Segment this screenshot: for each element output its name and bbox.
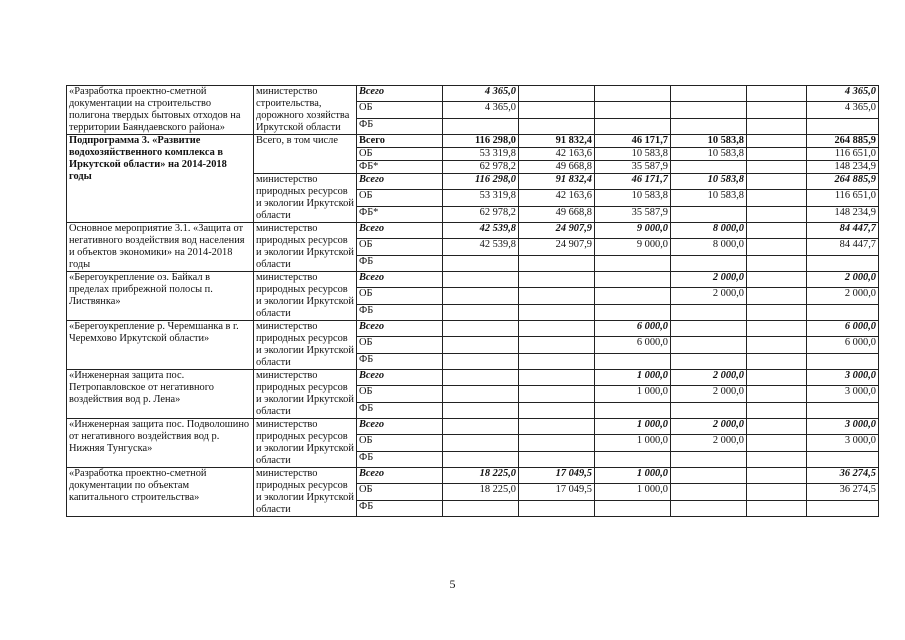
- funding-source-cell: ОБ: [357, 337, 443, 353]
- amount-cell: 53 319,8: [443, 190, 519, 206]
- amount-cell: 62 978,2: [443, 161, 519, 174]
- amount-cell: 24 907,9: [519, 223, 595, 239]
- amount-cell: 18 225,0: [443, 468, 519, 484]
- amount-cell: [747, 206, 807, 222]
- amount-cell: 264 885,9: [807, 135, 879, 148]
- amount-cell: 42 163,6: [519, 190, 595, 206]
- amount-cell: [443, 321, 519, 337]
- amount-cell: [807, 402, 879, 418]
- amount-cell: 9 000,0: [595, 239, 671, 255]
- amount-cell: 53 319,8: [443, 148, 519, 161]
- amount-cell: [747, 304, 807, 320]
- amount-cell: [747, 402, 807, 418]
- amount-cell: [747, 239, 807, 255]
- amount-cell: 9 000,0: [595, 223, 671, 239]
- amount-cell: 8 000,0: [671, 239, 747, 255]
- table-row: [67, 468, 879, 484]
- amount-cell: [747, 500, 807, 516]
- amount-cell: [747, 288, 807, 304]
- amount-cell: [807, 500, 879, 516]
- amount-cell: [807, 451, 879, 467]
- amount-cell: [595, 86, 671, 102]
- funding-source-cell: ФБ*: [357, 206, 443, 222]
- amount-cell: [747, 118, 807, 134]
- amount-cell: [595, 102, 671, 118]
- amount-cell: 49 668,8: [519, 161, 595, 174]
- amount-cell: [747, 321, 807, 337]
- amount-cell: 62 978,2: [443, 206, 519, 222]
- amount-cell: 148 234,9: [807, 161, 879, 174]
- amount-cell: [671, 321, 747, 337]
- amount-cell: 84 447,7: [807, 239, 879, 255]
- amount-cell: [443, 337, 519, 353]
- amount-cell: 2 000,0: [671, 272, 747, 288]
- amount-cell: [595, 288, 671, 304]
- amount-cell: [671, 304, 747, 320]
- amount-cell: 36 274,5: [807, 484, 879, 500]
- amount-cell: 116 651,0: [807, 190, 879, 206]
- amount-cell: 116 651,0: [807, 148, 879, 161]
- executor-cell: министерство природных ресурсов и экологии Иркутской области: [254, 419, 357, 468]
- table-row: [67, 370, 879, 386]
- amount-cell: 91 832,4: [519, 135, 595, 148]
- amount-cell: [595, 451, 671, 467]
- amount-cell: [519, 86, 595, 102]
- funding-source-cell: ОБ: [357, 288, 443, 304]
- activity-description-cell: «Инженерная защита пос. Подволошино от негативного воздействия вод р. Нижняя Тунгуска»: [67, 419, 254, 468]
- amount-cell: 3 000,0: [807, 419, 879, 435]
- amount-cell: 6 000,0: [595, 321, 671, 337]
- amount-cell: [807, 304, 879, 320]
- amount-cell: 10 583,8: [595, 148, 671, 161]
- page-number: 5: [449, 577, 456, 591]
- executor-cell: министерство природных ресурсов и экологии Иркутской области: [254, 272, 357, 321]
- budget-table-body: [67, 86, 879, 517]
- amount-cell: [807, 118, 879, 134]
- budget-table: [66, 85, 879, 517]
- amount-cell: [519, 321, 595, 337]
- amount-cell: [747, 255, 807, 271]
- funding-source-cell: ФБ: [357, 304, 443, 320]
- funding-source-cell: ОБ: [357, 484, 443, 500]
- amount-cell: [519, 435, 595, 451]
- amount-cell: [747, 102, 807, 118]
- amount-cell: 148 234,9: [807, 206, 879, 222]
- amount-cell: [747, 468, 807, 484]
- amount-cell: [671, 102, 747, 118]
- funding-source-cell: ФБ: [357, 118, 443, 134]
- amount-cell: [671, 118, 747, 134]
- amount-cell: [671, 468, 747, 484]
- table-row: [67, 419, 879, 435]
- amount-cell: [671, 337, 747, 353]
- amount-cell: 2 000,0: [671, 288, 747, 304]
- funding-source-cell: ФБ: [357, 402, 443, 418]
- amount-cell: [595, 118, 671, 134]
- amount-cell: [443, 353, 519, 369]
- amount-cell: [671, 484, 747, 500]
- amount-cell: [595, 304, 671, 320]
- executor-cell: министерство строительства, дорожного хозяйства Иркутской области: [254, 86, 357, 135]
- funding-source-cell: Всего: [357, 321, 443, 337]
- amount-cell: [747, 484, 807, 500]
- funding-source-cell: ФБ: [357, 353, 443, 369]
- amount-cell: 1 000,0: [595, 484, 671, 500]
- funding-source-cell: Всего: [357, 468, 443, 484]
- amount-cell: 6 000,0: [595, 337, 671, 353]
- amount-cell: [443, 304, 519, 320]
- amount-cell: [443, 255, 519, 271]
- amount-cell: [443, 451, 519, 467]
- amount-cell: 1 000,0: [595, 370, 671, 386]
- amount-cell: [595, 402, 671, 418]
- amount-cell: 2 000,0: [671, 386, 747, 402]
- amount-cell: 2 000,0: [671, 435, 747, 451]
- executor-cell: министерство природных ресурсов и экологии Иркутской области: [254, 321, 357, 370]
- funding-source-cell: ОБ: [357, 239, 443, 255]
- activity-description-cell: «Берегоукрепление оз. Байкал в пределах прибрежной полосы п. Листвянка»: [67, 272, 254, 321]
- amount-cell: [519, 386, 595, 402]
- executor-cell: Всего, в том числе: [254, 135, 357, 174]
- funding-source-cell: ОБ: [357, 190, 443, 206]
- amount-cell: [807, 255, 879, 271]
- amount-cell: [747, 174, 807, 190]
- amount-cell: [747, 148, 807, 161]
- amount-cell: [671, 86, 747, 102]
- amount-cell: [519, 288, 595, 304]
- amount-cell: [443, 419, 519, 435]
- funding-source-cell: ОБ: [357, 102, 443, 118]
- amount-cell: [519, 102, 595, 118]
- amount-cell: [519, 255, 595, 271]
- activity-description-cell: Подпрограмма 3. «Развитие водохозяйственного комплекса в Иркутской области» на 2014-2018 годы: [67, 135, 254, 223]
- amount-cell: [747, 419, 807, 435]
- amount-cell: 24 907,9: [519, 239, 595, 255]
- amount-cell: 42 539,8: [443, 239, 519, 255]
- amount-cell: 2 000,0: [671, 370, 747, 386]
- amount-cell: [747, 86, 807, 102]
- amount-cell: 1 000,0: [595, 435, 671, 451]
- amount-cell: 42 539,8: [443, 223, 519, 239]
- amount-cell: 4 365,0: [443, 102, 519, 118]
- executor-cell: министерство природных ресурсов и экологии Иркутской области: [254, 174, 357, 223]
- amount-cell: 264 885,9: [807, 174, 879, 190]
- amount-cell: 2 000,0: [807, 272, 879, 288]
- amount-cell: [747, 272, 807, 288]
- amount-cell: [671, 255, 747, 271]
- activity-description-cell: Основное мероприятие 3.1. «Защита от негативного воздействия вод населения и объектов экономики» на 2014-2018 годы: [67, 223, 254, 272]
- amount-cell: [519, 272, 595, 288]
- amount-cell: [747, 435, 807, 451]
- amount-cell: 18 225,0: [443, 484, 519, 500]
- executor-cell: министерство природных ресурсов и экологии Иркутской области: [254, 370, 357, 419]
- amount-cell: 1 000,0: [595, 419, 671, 435]
- amount-cell: 84 447,7: [807, 223, 879, 239]
- amount-cell: 17 049,5: [519, 484, 595, 500]
- amount-cell: 3 000,0: [807, 386, 879, 402]
- funding-source-cell: ОБ: [357, 386, 443, 402]
- amount-cell: [747, 451, 807, 467]
- amount-cell: [519, 419, 595, 435]
- amount-cell: [671, 206, 747, 222]
- amount-cell: 6 000,0: [807, 337, 879, 353]
- amount-cell: [747, 135, 807, 148]
- amount-cell: [443, 118, 519, 134]
- amount-cell: 49 668,8: [519, 206, 595, 222]
- funding-source-cell: ОБ: [357, 435, 443, 451]
- table-row: [67, 272, 879, 288]
- funding-source-cell: ФБ: [357, 451, 443, 467]
- amount-cell: 4 365,0: [443, 86, 519, 102]
- amount-cell: 4 365,0: [807, 86, 879, 102]
- activity-description-cell: «Инженерная защита пос. Петропавловское от негативного воздействия вод р. Лена»: [67, 370, 254, 419]
- amount-cell: 8 000,0: [671, 223, 747, 239]
- amount-cell: [595, 255, 671, 271]
- amount-cell: 35 587,9: [595, 161, 671, 174]
- funding-source-cell: Всего: [357, 272, 443, 288]
- amount-cell: [443, 370, 519, 386]
- amount-cell: [747, 370, 807, 386]
- amount-cell: [807, 353, 879, 369]
- amount-cell: [519, 353, 595, 369]
- amount-cell: [519, 500, 595, 516]
- amount-cell: [519, 451, 595, 467]
- funding-source-cell: Всего: [357, 223, 443, 239]
- amount-cell: [443, 435, 519, 451]
- activity-description-cell: «Разработка проектно-сметной документации по объектам капитального строительства»: [67, 468, 254, 517]
- amount-cell: 116 298,0: [443, 135, 519, 148]
- amount-cell: [519, 337, 595, 353]
- amount-cell: 36 274,5: [807, 468, 879, 484]
- amount-cell: 10 583,8: [671, 190, 747, 206]
- amount-cell: 2 000,0: [671, 419, 747, 435]
- funding-source-cell: Всего: [357, 86, 443, 102]
- funding-source-cell: ФБ: [357, 255, 443, 271]
- amount-cell: 3 000,0: [807, 435, 879, 451]
- funding-source-cell: Всего: [357, 419, 443, 435]
- amount-cell: [443, 386, 519, 402]
- amount-cell: 1 000,0: [595, 386, 671, 402]
- funding-source-cell: ФБ: [357, 500, 443, 516]
- funding-source-cell: ФБ*: [357, 161, 443, 174]
- funding-source-cell: ОБ: [357, 148, 443, 161]
- activity-description-cell: «Разработка проектно-сметной документации на строительство полигона твердых бытовых отходов на территории Баяндаевского района»: [67, 86, 254, 135]
- amount-cell: [671, 353, 747, 369]
- amount-cell: 1 000,0: [595, 468, 671, 484]
- amount-cell: [671, 161, 747, 174]
- amount-cell: [443, 272, 519, 288]
- amount-cell: 42 163,6: [519, 148, 595, 161]
- table-row: [67, 223, 879, 239]
- amount-cell: [747, 386, 807, 402]
- amount-cell: [747, 353, 807, 369]
- amount-cell: [671, 500, 747, 516]
- amount-cell: [747, 223, 807, 239]
- funding-source-cell: Всего: [357, 135, 443, 148]
- amount-cell: 46 171,7: [595, 174, 671, 190]
- amount-cell: 10 583,8: [671, 148, 747, 161]
- amount-cell: [443, 288, 519, 304]
- amount-cell: 4 365,0: [807, 102, 879, 118]
- executor-cell: министерство природных ресурсов и экологии Иркутской области: [254, 468, 357, 517]
- executor-cell: министерство природных ресурсов и экологии Иркутской области: [254, 223, 357, 272]
- amount-cell: [443, 500, 519, 516]
- amount-cell: 6 000,0: [807, 321, 879, 337]
- amount-cell: 91 832,4: [519, 174, 595, 190]
- amount-cell: [443, 402, 519, 418]
- amount-cell: [519, 118, 595, 134]
- amount-cell: 46 171,7: [595, 135, 671, 148]
- amount-cell: [519, 370, 595, 386]
- amount-cell: [595, 500, 671, 516]
- amount-cell: 2 000,0: [807, 288, 879, 304]
- activity-description-cell: «Берегоукрепление р. Черемшанка в г. Черемхово Иркутской области»: [67, 321, 254, 370]
- amount-cell: [519, 304, 595, 320]
- amount-cell: 3 000,0: [807, 370, 879, 386]
- amount-cell: 35 587,9: [595, 206, 671, 222]
- amount-cell: [747, 337, 807, 353]
- amount-cell: 10 583,8: [671, 135, 747, 148]
- table-row: [67, 321, 879, 337]
- amount-cell: 17 049,5: [519, 468, 595, 484]
- table-row: [67, 135, 879, 148]
- amount-cell: [671, 402, 747, 418]
- amount-cell: [671, 451, 747, 467]
- amount-cell: 10 583,8: [595, 190, 671, 206]
- amount-cell: [595, 272, 671, 288]
- funding-source-cell: Всего: [357, 174, 443, 190]
- amount-cell: 116 298,0: [443, 174, 519, 190]
- amount-cell: 10 583,8: [671, 174, 747, 190]
- table-row: [67, 86, 879, 102]
- amount-cell: [595, 353, 671, 369]
- amount-cell: [747, 161, 807, 174]
- amount-cell: [747, 190, 807, 206]
- funding-source-cell: Всего: [357, 370, 443, 386]
- amount-cell: [519, 402, 595, 418]
